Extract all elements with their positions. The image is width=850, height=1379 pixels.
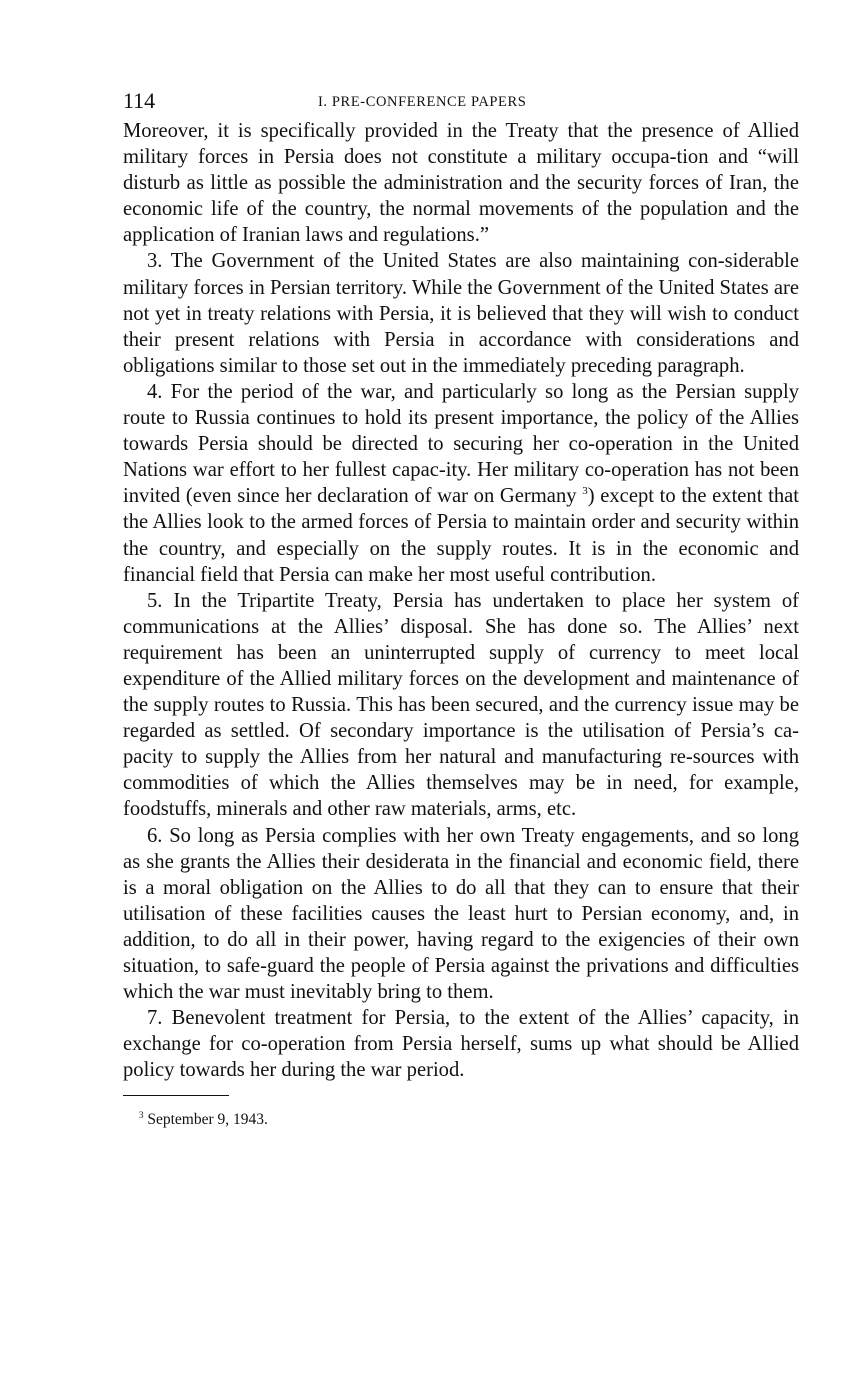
paragraph-7: 7. Benevolent treatment for Persia, to the extent of the Allies’ capacity, in exchange for co-operation from Persia herself, sums up what should be Allied policy towards her during the war period.	[123, 1007, 799, 1082]
paragraph-4	[123, 379, 799, 588]
page-number: 114	[123, 88, 156, 113]
paragraph-6: 6. So long as Persia complies with her own Treaty engagements, and so long as she grants the Allies their desiderata in the financial and economic field, there is a moral obligation on the Allies to do all that they can to ensure that their utilisation of these facilities causes the least hurt to Persian economy, and, in addition, to do all in their power, having regard to the exigencies of their own situation, to safe-guard the people of Persia against the privations and difficulties which the war must inevitably bring to them.	[123, 824, 799, 1004]
paragraph-4-text-a: 4. For the period of the war, and particularly so long as the Persian supply route to Russia continues to hold its present importance, the policy of the Allies towards Persia should be directed to securing her co-operation in the United Nations war effort to her fullest capac-ity. Her military co-operation has not been invited (even since her declaration of war on Germany	[123, 380, 799, 508]
footnote-divider	[123, 1095, 229, 1096]
page-header	[123, 86, 799, 118]
paragraph-4-text-b: ) except to the extent that the Allies look to the armed forces of Persia to maintain order and security within the country, and especially on the supply routes. It is in the economic and financial field that Persia can make her most useful contribution.	[123, 485, 799, 586]
document-page	[123, 86, 799, 1130]
footnote-text: September 9, 1943.	[147, 1111, 268, 1129]
footnote	[139, 1110, 799, 1130]
running-head: I. PRE-CONFERENCE PAPERS	[318, 94, 527, 110]
paragraph-3: 3. The Government of the United States are also maintaining con-siderable military forces in Persian territory. While the Government of the United States are not yet in treaty relations with Persia, it is believed that they will wish to conduct their present relations with Persia in accordance with considerations and obligations similar to those set out in the immediately preceding paragraph.	[123, 250, 799, 377]
body-text	[123, 118, 799, 1083]
paragraph-continuation: Moreover, it is specifically provided in the Treaty that the presence of Allied military forces in Persia does not constitute a military occupa-tion and “will disturb as little as possible the administration and the security forces of Iran, the economic life of the country, the normal movements of the population and the application of Iranian laws and regulations.”	[123, 120, 799, 247]
footnote-reference[interactable]: 3	[582, 485, 588, 498]
footnote-marker: 3	[139, 1110, 144, 1121]
paragraph-5: 5. In the Tripartite Treaty, Persia has undertaken to place her system of communications at the Allies’ disposal. She has done so. The Allies’ next requirement has been an uninterrupted supply of currency to meet local expenditure of the Allied military forces on the development and maintenance of the supply routes to Russia. This has been secured, and the currency issue may be regarded as settled. Of secondary importance is the utilisation of Persia’s ca-pacity to supply the Allies from her natural and manufacturing re-sources with commodities of which the Allies themselves may be in need, for example, foodstuffs, minerals and other raw materials, arms, etc.	[123, 589, 799, 821]
